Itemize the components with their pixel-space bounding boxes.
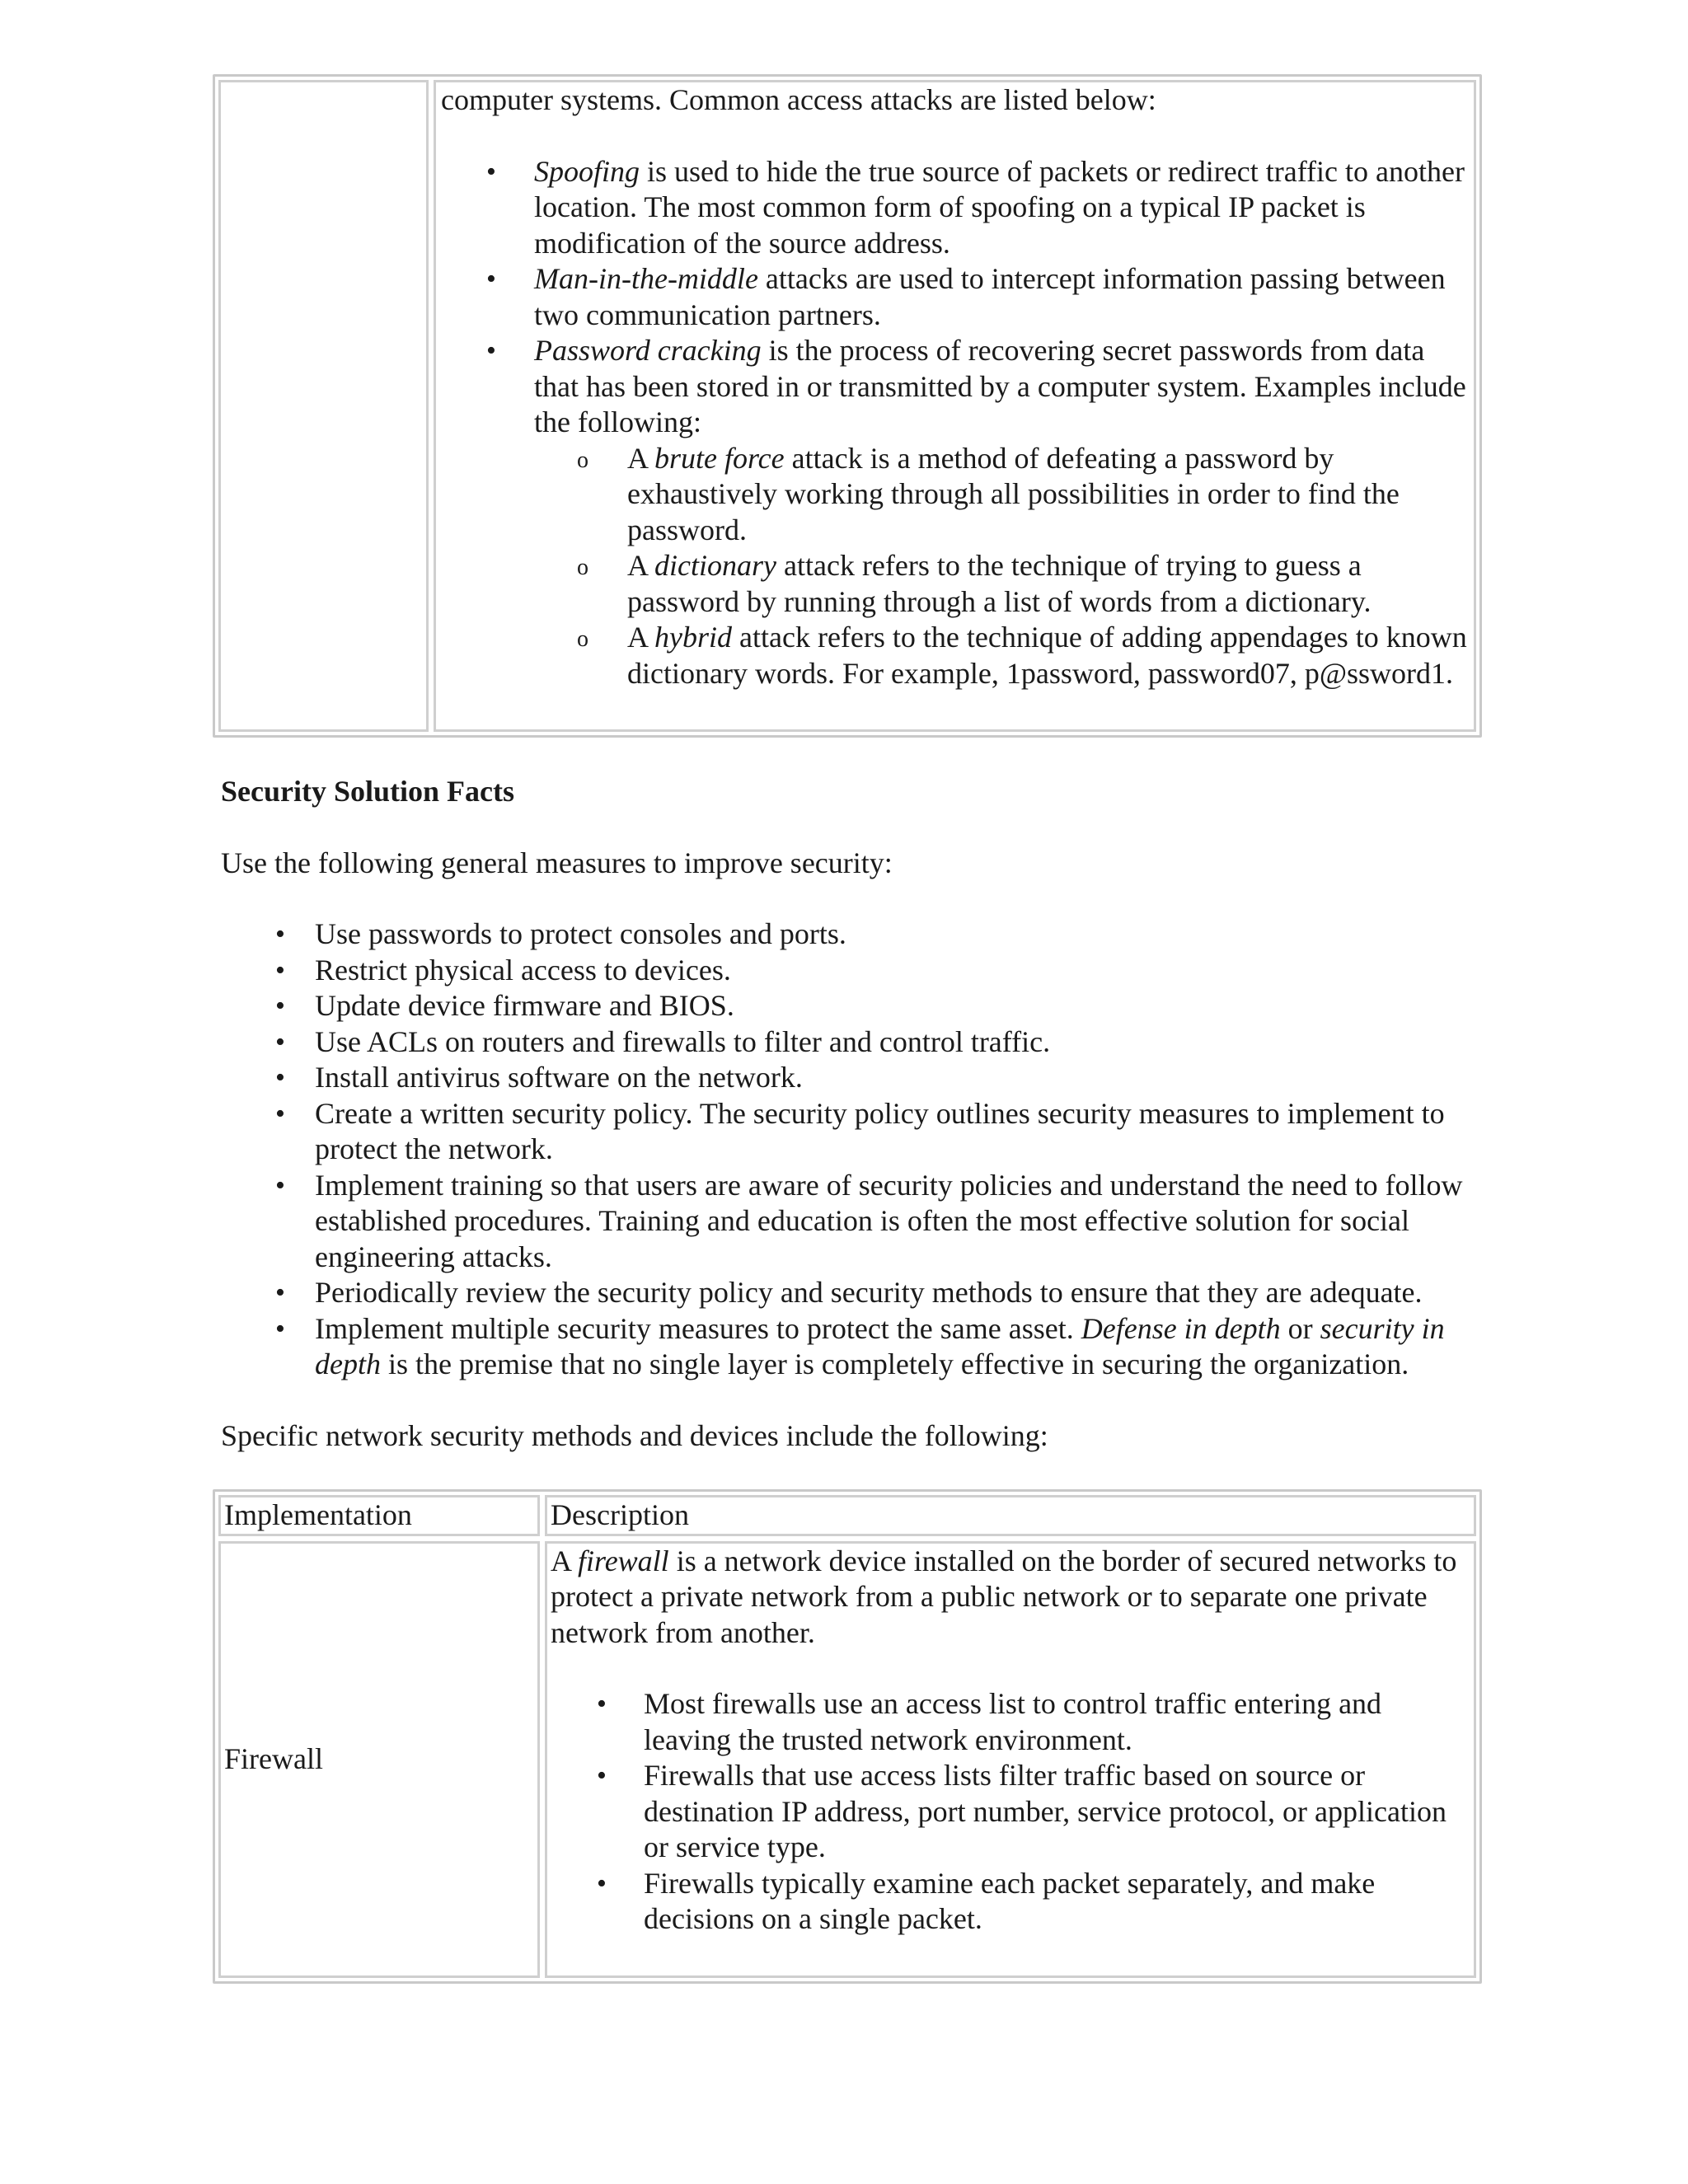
table-row [218, 1541, 1476, 1978]
list-item: • Use ACLs on routers and firewalls to filter and control traffic. [221, 1024, 1482, 1061]
document-page [213, 74, 1482, 1984]
list-item: • Man-in-the-middle attacks are used to intercept information passing between two communication partners. [441, 261, 1470, 333]
list-item: • Implement multiple security measures to protect the same asset. Defense in depth or security in depth is the premise that no single layer is completely effective in securing the organization. [221, 1311, 1482, 1383]
security-methods-table [213, 1489, 1482, 1984]
list-item: • Password cracking is the process of recovering secret passwords from data that has been stored in or transmitted by a computer system. Examples include the following: o A brute force attack is a method of defeating a password by exhaustively working through all possibilities in order to find the password. o A dictionary attack refers to the technique of trying to guess a password by running through a list of words from a dictionary. o A hybrid attack refers to the technique of adding appendages to known dictionary words. For example, 1password, password07, p@ssword1. [441, 333, 1470, 691]
access-attacks-intro: computer systems. Common access attacks are listed below: [441, 83, 1156, 116]
implementation-cell: Firewall [218, 1541, 540, 1978]
table-header-row [218, 1495, 1476, 1536]
sub-list-item: o A dictionary attack refers to the technique of trying to guess a password by running through a list of words from a dictionary. [534, 548, 1470, 620]
firewall-bullets [551, 1686, 1470, 1938]
list-item: • Spoofing is used to hide the true source of packets or redirect traffic to another location. The most common form of spoofing on a typical IP packet is modification of the source address. [441, 154, 1470, 262]
list-item: • Update device firmware and BIOS. [221, 988, 1482, 1024]
sub-list-item: o A hybrid attack refers to the technique of adding appendages to known dictionary words. For example, 1password, password07, p@ssword1. [534, 620, 1470, 691]
password-cracking-sublist [534, 441, 1470, 692]
sub-list-item: o A brute force attack is a method of defeating a password by exhaustively working through all possibilities in order to find the password. [534, 441, 1470, 549]
section-heading: Security Solution Facts [221, 775, 514, 808]
access-attacks-list [441, 154, 1470, 692]
security-measures-list [221, 916, 1482, 1383]
list-item: • Firewalls typically examine each packet separately, and make decisions on a single packet. [551, 1866, 1470, 1938]
header-implementation: Implementation [218, 1495, 540, 1536]
description-cell: A firewall is a network device installed on the border of secured networks to protect a private network from a public network or to separate one private network from another. • Most firewalls use an access list to control traffic entering and leaving the trusted network environment. • Firewalls that use access lists filter traffic based on source or destination IP address, port number, service protocol, or application or service type. • Firewalls typically examine each packet separately, and make decisions on a single packet. [545, 1541, 1476, 1978]
header-description: Description [545, 1495, 1476, 1536]
security-solution-section [213, 774, 1482, 1454]
methods-intro: Specific network security methods and devices include the following: [221, 1418, 1048, 1452]
section-intro: Use the following general measures to improve security: [221, 846, 893, 879]
list-item: • Install antivirus software on the network. [221, 1060, 1482, 1096]
list-item: • Firewalls that use access lists filter traffic based on source or destination IP address, port number, service protocol, or application or service type. [551, 1758, 1470, 1866]
access-attacks-description-cell [434, 80, 1476, 732]
list-item: • Periodically review the security policy and security methods to ensure that they are adequate. [221, 1275, 1482, 1311]
list-item: • Most firewalls use an access list to control traffic entering and leaving the trusted network environment. [551, 1686, 1470, 1758]
list-item: • Implement training so that users are aware of security policies and understand the need to follow established procedures. Training and education is often the most effective solution for social engineering attacks. [221, 1168, 1482, 1276]
list-item: • Create a written security policy. The security policy outlines security measures to implement to protect the network. [221, 1096, 1482, 1168]
list-item: • Use passwords to protect consoles and ports. [221, 916, 1482, 953]
access-attacks-table [213, 74, 1482, 738]
list-item: • Restrict physical access to devices. [221, 953, 1482, 989]
access-attacks-label-cell [218, 80, 429, 732]
